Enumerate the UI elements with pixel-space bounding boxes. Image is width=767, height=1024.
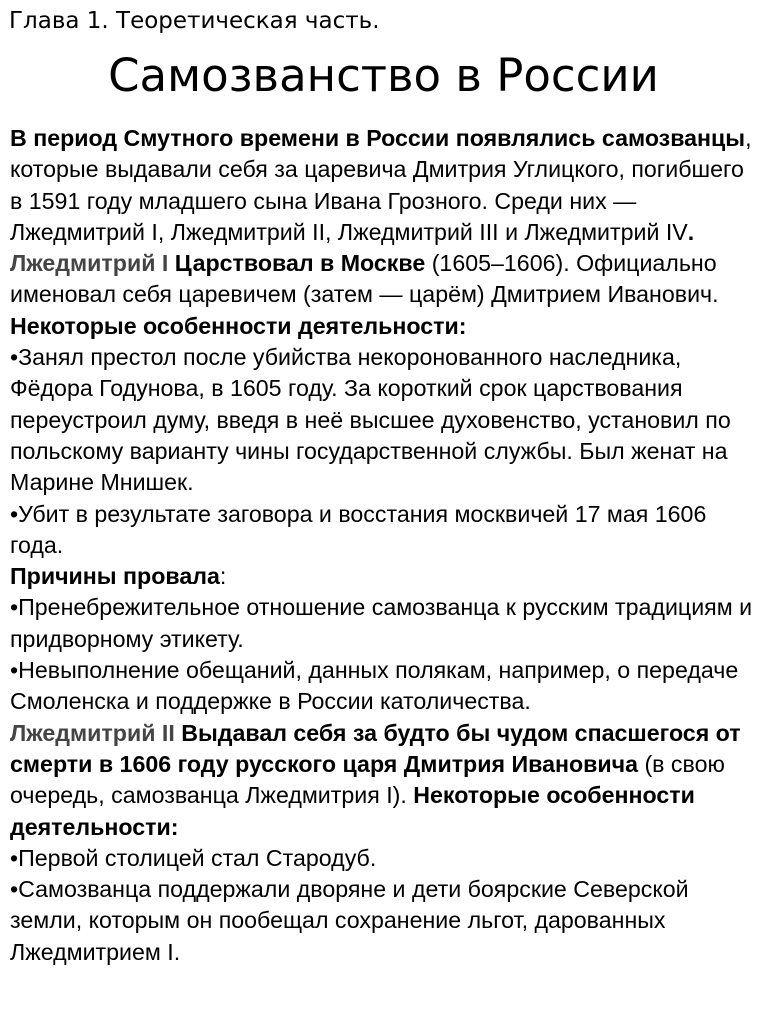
section2-bullet: •Первой столицей стал Стародуб. [10, 844, 377, 871]
failure-bullet: •Невыполнение обещаний, данных полякам, например, о передаче Смоленска и поддержке в России католичества. [10, 657, 739, 715]
section2-name: Лжедмитрий II [10, 719, 175, 746]
section2-features-heading: Некоторые особенности деятельности: [10, 782, 695, 840]
section1-bullet: •Занял престол после убийства некоронованного наследника, Фёдора Годунова, в 1605 году. За короткий срок царствования переустроил думу, введя в неё высшее духовенство, установил по польскому варианту чины государственной службы. Был женат на Марине Мнишек. [10, 344, 731, 496]
intro-end: . [687, 218, 695, 245]
intro-text: , которые выдавали себя за царевича Дмитрия Углицкого, погибшего в 1591 году младшего сына Ивана Грозного. Среди них — Лжедмитрий I, Лжедмитрий II, Лжедмитрий III и Лжедмитрий IV [10, 125, 752, 245]
slide-body [10, 123, 762, 968]
section1-reign-years: (1605–1606). Официально именовал себя царевичем (затем — царём) Дмитрием Иванович. [10, 250, 719, 308]
section2-claim-bold: Выдавал себя за будто бы чудом спасшегося от смерти в 1606 году русского царя Дмитрия Ивановича [10, 719, 741, 777]
section1-reign-label: Царствовал в Москве [174, 250, 426, 277]
section2-header [10, 718, 762, 843]
failure-colon: : [219, 563, 227, 590]
failure-bullet: •Пренебрежительное отношение самозванца к русским традициям и придворному этикету. [10, 594, 753, 652]
section2-bullet: •Самозванца поддержали дворяне и дети боярские Северской земли, которым он пообещал сохранение льгот, дарованных Лжедмитрием I. [10, 876, 689, 965]
section1-name: Лжедмитрий I [10, 250, 169, 277]
section2-claim-text: (в свою очередь, самозванца Лжедмитрия I). [10, 750, 725, 809]
section1-bullet: •Убит в результате заговора и восстания москвичей 17 мая 1606 года. [10, 500, 707, 558]
section1-features-heading: Некоторые особенности деятельности: [10, 312, 467, 339]
intro-bold-lead: В период Смутного времени в России появлялись самозванцы [10, 125, 746, 151]
failure-heading: Причины провала [10, 563, 220, 590]
page-title: Самозванство в России [108, 49, 659, 102]
section1-header [10, 248, 762, 342]
failure-heading-line [10, 561, 762, 592]
intro-paragraph [10, 123, 762, 248]
chapter-heading: Глава 1. Теоретическая часть. [9, 8, 380, 34]
